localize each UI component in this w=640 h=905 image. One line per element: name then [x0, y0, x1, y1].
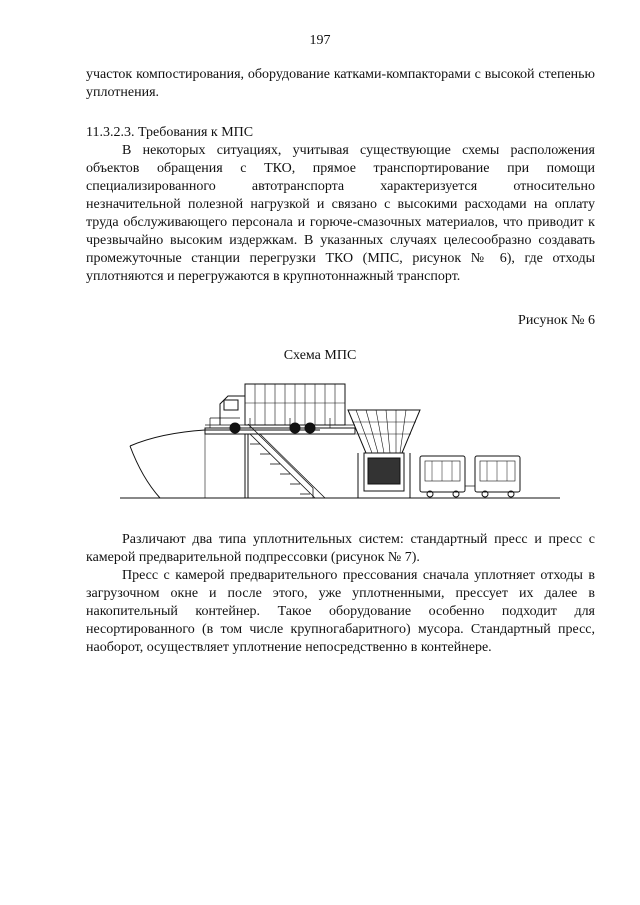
page-number: 197: [309, 33, 331, 48]
figure-title: Схема МПС: [283, 348, 357, 363]
paragraph-compaction-systems: Различают два типа уплотнительных систем: стандартный пресс и пресс с камерой предварительной подпрессовки (рисунок № 7).: [86, 532, 595, 565]
paragraph-compost-area: участок компостирования, оборудование катками-компакторами с высокой степенью уплотнения.: [86, 67, 595, 100]
staircase: [248, 424, 325, 498]
garbage-truck: [220, 384, 345, 433]
embankment-slope: [130, 446, 160, 498]
mps-scheme-drawing: [120, 378, 560, 508]
figure-label: Рисунок № 6: [518, 313, 595, 328]
container-trailer-2: [475, 456, 520, 497]
upper-ramp: [130, 430, 320, 446]
loading-hopper: [348, 410, 420, 498]
unloading-platform: [205, 428, 355, 434]
paragraph-precompression-press: Пресс с камерой предварительного прессования сначала уплотняет отходы в загрузочном окне и после этого, уже уплотненными, прессует их далее в накопительный контейнер. Такое оборудование особенно подходит для несортированного (в том числе крупногабаритного) мусора. Стандартный пресс, наоборот, осуществляет уплотнение непосредственно в контейнере.: [86, 568, 595, 655]
section-heading: 11.3.2.3. Требования к МПС: [86, 125, 254, 140]
paragraph-mps-requirements: В некоторых ситуациях, учитывая существующие схемы расположения объектов обращения с ТКО, прямое транспортирование при помощи специализированного автотранспорта характеризуется относительно незначительной полезной нагрузкой и связано с высокими расходами на оплату труда обслуживающего персонала и горюче-смазочных материалов, что приводит к чрезвычайно высоким издержкам. В указанных случаях целесообразно создавать промежуточные станции перегрузки ТКО (МПС, рисунок № 6), где отходы уплотняются и перегружаются в крупнотоннажный транспорт.: [86, 143, 595, 284]
container-trailer-1: [420, 456, 465, 497]
